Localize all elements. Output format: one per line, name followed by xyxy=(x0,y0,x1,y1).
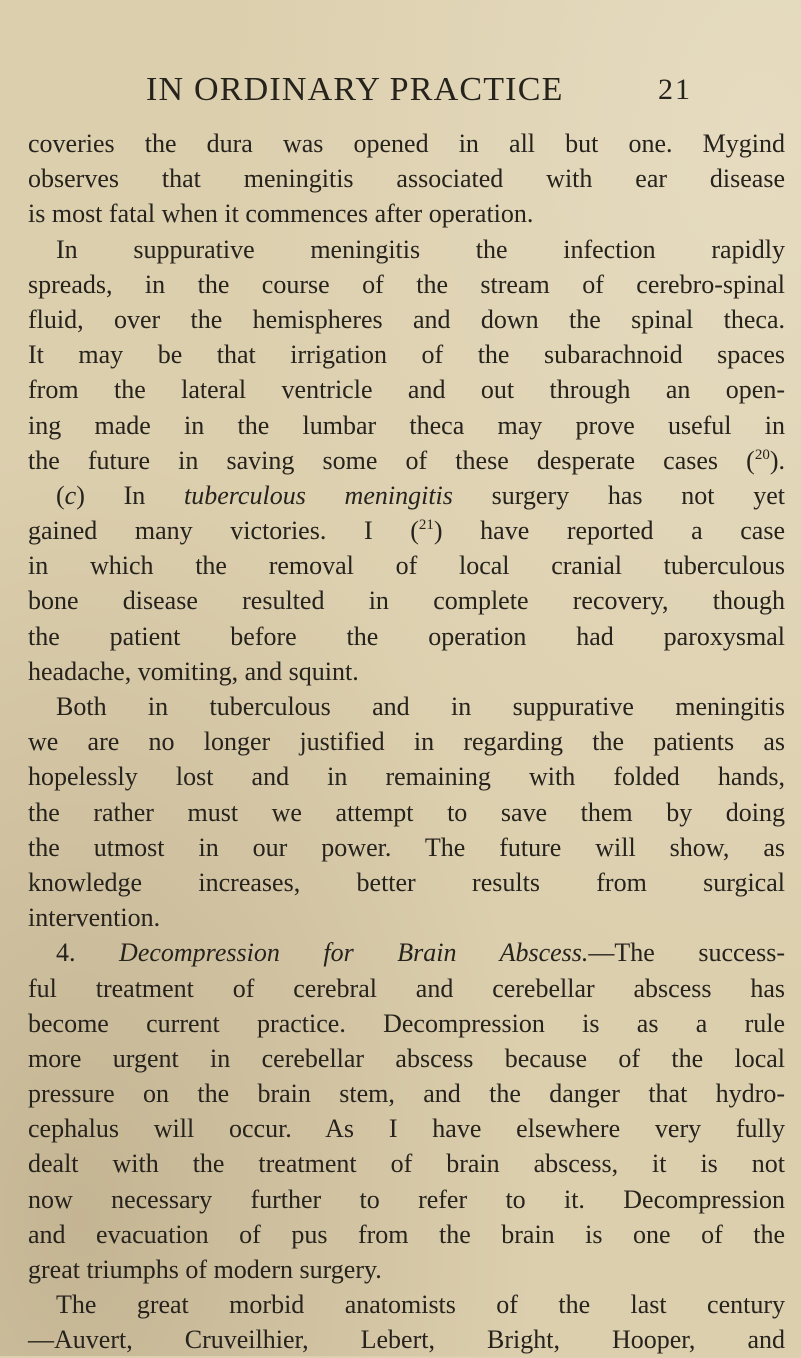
text-line: dealt with the treatment of brain abscess, it is not xyxy=(28,1149,785,1179)
text-line: fluid, over the hemispheres and down the spinal theca. xyxy=(28,304,785,334)
paragraph-start-line: (c) In tuberculous meningitis surgery has not yet xyxy=(56,480,785,510)
italic-term: tuberculous meningitis xyxy=(184,480,453,510)
section-heading-line: 4. Decompression for Brain Abscess.—The success- xyxy=(56,938,785,968)
text-line: the patient before the operation had paroxysmal xyxy=(28,621,785,651)
text-line: cephalus will occur. As I have elsewhere very fully xyxy=(28,1114,785,1144)
paragraph-start-line: Both in tuberculous and in suppurative meningitis xyxy=(56,692,785,721)
text-line: —Auvert, Cruveilhier, Lebert, Bright, Hooper, and xyxy=(28,1325,785,1355)
text-line: from the lateral ventricle and out through an open- xyxy=(28,375,785,405)
text-line: the rather must we attempt to save them by doing xyxy=(28,797,785,827)
text-line: spreads, in the course of the stream of cerebro-spinal xyxy=(28,269,785,299)
text-line: the future in saving some of these desperate cases ($^{20}$). xyxy=(28,445,785,475)
text-line: knowledge increases, better results from surgical xyxy=(28,867,785,897)
section-title: Decompression for Brain Abscess. xyxy=(119,938,589,968)
text-line: and evacuation of pus from the brain is one of the xyxy=(28,1219,785,1249)
text-line: more urgent in cerebellar abscess because of the local xyxy=(28,1043,785,1073)
running-head xyxy=(0,70,801,110)
reference-marker: 21 xyxy=(418,517,434,534)
text-line: the utmost in our power. The future will show, as xyxy=(28,832,785,862)
text-line: headache, vomiting, and squint. xyxy=(28,656,359,686)
text-line: now necessary further to refer to it. Decompression xyxy=(28,1184,785,1214)
text-line: ing made in the lumbar theca may prove useful in xyxy=(28,410,785,440)
text-line: hopelessly lost and in remaining with folded hands, xyxy=(28,762,785,792)
paragraph-start-line: The great morbid anatomists of the last century xyxy=(56,1290,785,1320)
text-line: in which the removal of local cranial tuberculous xyxy=(28,551,785,581)
reference-marker: 20 xyxy=(754,446,770,463)
text-line: ful treatment of cerebral and cerebellar abscess has xyxy=(28,973,785,1003)
text-line: intervention. xyxy=(28,903,161,933)
paragraph-start-line: In suppurative meningitis the infection rapidly xyxy=(56,234,785,264)
text-line: It may be that irrigation of the subarachnoid spaces xyxy=(28,340,785,370)
page-number: 21 xyxy=(658,73,692,106)
text-line: bone disease resulted in complete recovery, though xyxy=(28,586,785,616)
body-text xyxy=(28,126,785,1358)
text-line: gained many victories. I ($^{21}$) have reported a case xyxy=(28,516,785,546)
running-title: IN ORDINARY PRACTICE xyxy=(146,71,564,108)
text-line: pressure on the brain stem, and the danger that hydro- xyxy=(28,1079,785,1109)
text-line: is most fatal when it commences after operation. xyxy=(28,199,534,229)
text-line: great triumphs of modern surgery. xyxy=(28,1255,382,1284)
text-line: coveries the dura was opened in all but one. Mygind xyxy=(28,129,785,158)
text-line: become current practice. Decompression is as a rule xyxy=(28,1008,785,1038)
text-line: we are no longer justified in regarding the patients as xyxy=(28,727,785,757)
text-line: observes that meningitis associated with ear disease xyxy=(28,164,785,194)
